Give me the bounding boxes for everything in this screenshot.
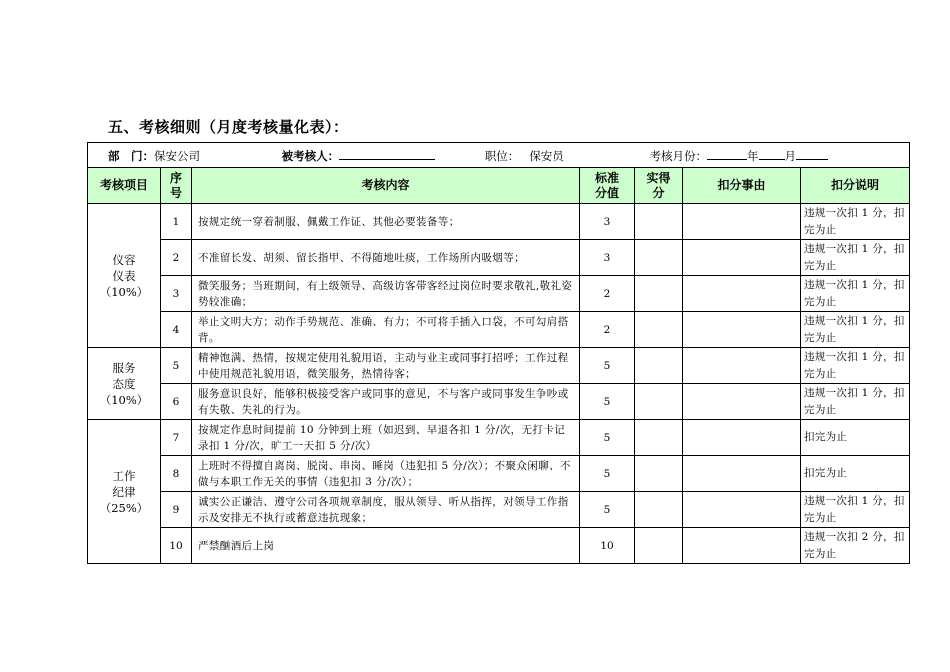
table-row [88, 312, 910, 348]
col-actual [635, 168, 683, 204]
category-line1: 服务 [112, 360, 136, 375]
month-trail-field[interactable] [796, 147, 828, 160]
row-score: 5 [580, 384, 635, 420]
position-label: 职位： [484, 148, 520, 163]
row-reason-cell[interactable] [683, 312, 801, 348]
row-note: 违规一次扣 1 分，扣完为止 [801, 492, 910, 528]
row-reason-cell[interactable] [683, 492, 801, 528]
row-reason-cell[interactable] [683, 420, 801, 456]
row-score: 5 [580, 348, 635, 384]
category-line2: 态度 [112, 376, 136, 391]
assessment-table [87, 142, 910, 564]
row-content: 按规定作息时间提前 10 分钟到上班（如迟到、早退各扣 1 分/次，无打卡记录扣 1 分/次，旷工一天扣 5 分/次） [192, 420, 580, 456]
table-row [88, 276, 910, 312]
row-note: 违规一次扣 1 分，扣完为止 [801, 384, 910, 420]
col-seq [161, 168, 192, 204]
col-std-line1: 标准 [595, 170, 620, 185]
category-line1: 工作 [112, 468, 136, 483]
row-note: 违规一次扣 1 分，扣完为止 [801, 240, 910, 276]
row-note: 扣完为止 [801, 456, 910, 492]
table-row [88, 204, 910, 240]
row-score: 2 [580, 276, 635, 312]
row-actual-cell[interactable] [635, 492, 683, 528]
table-row [88, 420, 910, 456]
row-score: 2 [580, 312, 635, 348]
month-field[interactable] [759, 147, 785, 160]
col-std-line2: 分值 [595, 185, 620, 200]
row-seq: 5 [161, 348, 192, 384]
year-field[interactable] [707, 147, 747, 160]
row-content: 诚实公正谦洁、遵守公司各项规章制度，服从领导、听从指挥，对领导工作指示及安排无不执行或蓄意违抗现象； [192, 492, 580, 528]
row-reason-cell[interactable] [683, 204, 801, 240]
category-pct: （10%） [99, 284, 149, 299]
row-seq: 4 [161, 312, 192, 348]
table-row [88, 240, 910, 276]
row-score: 3 [580, 240, 635, 276]
row-content: 上班时不得擅自离岗、脱岗、串岗、睡岗（违犯扣 5 分/次）；不聚众闲聊、不做与本职工作无关的事情（违犯扣 3 分/次）； [192, 456, 580, 492]
row-note: 违规一次扣 1 分，扣完为止 [801, 204, 910, 240]
dept-value: 保安公司 [154, 148, 200, 163]
category-cell [88, 420, 161, 564]
table-row [88, 456, 910, 492]
col-actual-line2: 分 [652, 185, 665, 200]
col-std [580, 168, 635, 204]
info-right [580, 143, 910, 168]
row-seq: 7 [161, 420, 192, 456]
row-note: 违规一次扣 1 分，扣完为止 [801, 348, 910, 384]
col-seq-line2: 号 [169, 185, 182, 200]
row-actual-cell[interactable] [635, 276, 683, 312]
row-seq: 1 [161, 204, 192, 240]
table-row [88, 492, 910, 528]
header-row [88, 168, 910, 204]
month-suffix: 月 [784, 148, 797, 163]
category-pct: （10%） [99, 392, 149, 407]
row-score: 5 [580, 456, 635, 492]
category-pct: （25%） [99, 500, 149, 515]
assessee-label: 被考核人： [281, 148, 340, 163]
row-actual-cell[interactable] [635, 348, 683, 384]
row-reason-cell[interactable] [683, 348, 801, 384]
category-line1: 仪容 [112, 252, 136, 267]
row-reason-cell[interactable] [683, 528, 801, 564]
row-seq: 6 [161, 384, 192, 420]
category-cell [88, 348, 161, 420]
row-content: 按规定统一穿着制服、佩戴工作证、其他必要装备等； [192, 204, 580, 240]
row-note: 扣完为止 [801, 420, 910, 456]
row-content: 微笑服务；当班期间，有上级领导、高级访客带客经过岗位时要求敬礼,敬礼姿势较准确； [192, 276, 580, 312]
row-actual-cell[interactable] [635, 528, 683, 564]
row-reason-cell[interactable] [683, 456, 801, 492]
dept-label: 部 门： [108, 148, 154, 163]
table-row [88, 528, 910, 564]
row-content: 精神饱满、热情，按规定使用礼貌用语，主动与业主或同事打招呼；工作过程中使用规范礼貌用语，微笑服务，热情待客； [192, 348, 580, 384]
row-note: 违规一次扣 1 分，扣完为止 [801, 312, 910, 348]
category-line2: 仪表 [112, 268, 136, 283]
info-left [88, 143, 580, 168]
row-score: 5 [580, 492, 635, 528]
row-actual-cell[interactable] [635, 420, 683, 456]
col-seq-line1: 序 [169, 170, 182, 185]
row-score: 5 [580, 420, 635, 456]
row-seq: 3 [161, 276, 192, 312]
row-reason-cell[interactable] [683, 276, 801, 312]
row-seq: 2 [161, 240, 192, 276]
col-explain: 扣分说明 [801, 168, 910, 204]
category-line2: 纪律 [112, 484, 136, 499]
info-row [88, 143, 910, 168]
row-note: 违规一次扣 1 分，扣完为止 [801, 276, 910, 312]
row-note: 违规一次扣 2 分，扣完为止 [801, 528, 910, 564]
table-row [88, 348, 910, 384]
row-reason-cell[interactable] [683, 384, 801, 420]
row-actual-cell[interactable] [635, 204, 683, 240]
position-value: 保安员 [529, 148, 564, 163]
row-score: 10 [580, 528, 635, 564]
row-content: 不准留长发、胡须、留长指甲、不得随地吐痰，工作场所内吸烟等； [192, 240, 580, 276]
row-actual-cell[interactable] [635, 312, 683, 348]
row-seq: 9 [161, 492, 192, 528]
year-suffix: 年 [747, 148, 759, 163]
row-actual-cell[interactable] [635, 240, 683, 276]
category-cell [88, 204, 161, 348]
row-content: 严禁酗酒后上岗 [192, 528, 580, 564]
row-actual-cell[interactable] [635, 384, 683, 420]
assessee-field[interactable] [339, 147, 435, 160]
month-label: 考核月份： [649, 148, 708, 163]
row-actual-cell[interactable] [635, 456, 683, 492]
row-score: 3 [580, 204, 635, 240]
page-title: 五、考核细则（月度考核量化表）： [108, 118, 349, 136]
table-row [88, 384, 910, 420]
row-reason-cell[interactable] [683, 240, 801, 276]
row-seq: 8 [161, 456, 192, 492]
row-content: 服务意识良好，能够积极接受客户或同事的意见，不与客户或同事发生争吵或有失敬、失礼的行为。 [192, 384, 580, 420]
col-item: 考核项目 [88, 168, 161, 204]
col-reason: 扣分事由 [683, 168, 801, 204]
col-content: 考核内容 [192, 168, 580, 204]
row-seq: 10 [161, 528, 192, 564]
row-content: 举止文明大方；动作手势规范、准确、有力；不可将手插入口袋，不可勾肩搭背。 [192, 312, 580, 348]
col-actual-line1: 实得 [646, 170, 671, 185]
